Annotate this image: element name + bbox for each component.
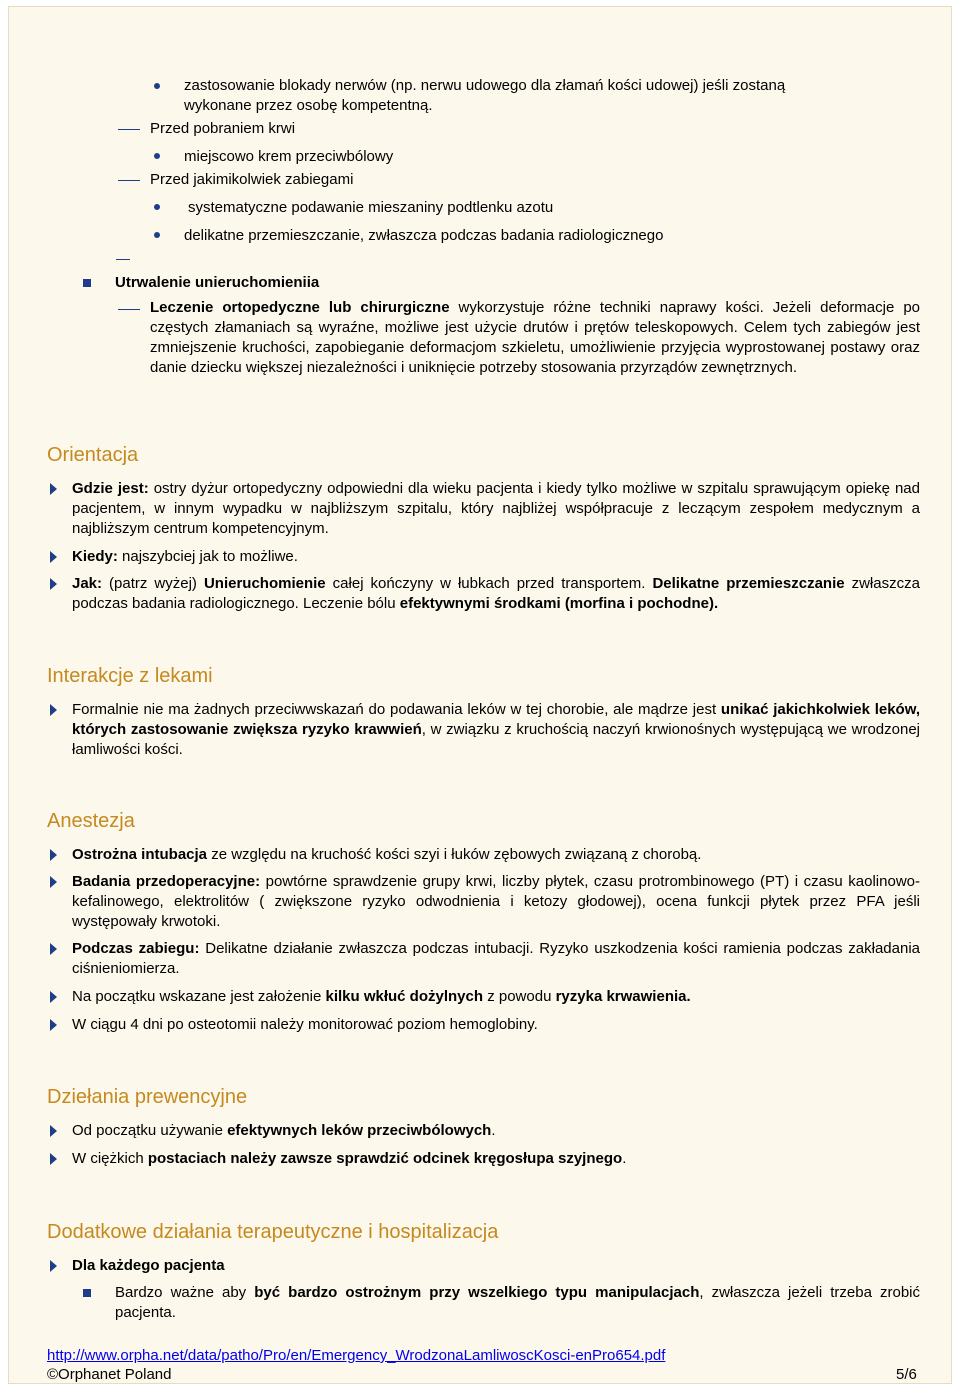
bullet-dot-icon [154,232,160,238]
arrow-bullet-icon [50,991,57,1003]
anesthesia-during: Podczas zabiegu: Delikatne działanie zwłaszcza podczas intubacji. Ryzyko uszkodzenia kości ramienia podczas zakładania ciśnieniomierza. [72,940,920,977]
blood-draw-heading: Przed pobraniem krwi [150,120,296,137]
footer-copyright: ©Orphanet Poland [47,1366,172,1383]
prevention-cervical-spine: W ciężkich postaciach należy zawsze sprawdzić odcinek kręgosłupa szyjnego. [72,1150,627,1167]
immobilization-heading: Utrwalenie unieruchomieniia [115,274,320,291]
dash-bullet-icon [118,180,140,181]
dash-bullet-icon [116,259,130,260]
square-bullet-icon [83,1289,91,1297]
arrow-bullet-icon [50,483,57,495]
additional-careful-handling: Bardzo ważne aby być bardzo ostrożnym przy wszelkiego typu manipulacjach, zwłaszcza jeżeli trzeba zrobić pacjenta. [115,1284,920,1321]
arrow-bullet-icon [50,1153,57,1165]
arrow-bullet-icon [50,849,57,861]
procedure-heading: Przed jakimikolwiek zabiegami [150,171,354,188]
arrow-bullet-icon [50,1125,57,1137]
arrow-bullet-icon [50,876,57,888]
arrow-bullet-icon [50,578,57,590]
procedure-item-nitrous: systematyczne podawanie mieszaniny podtlenku azotu [188,199,554,216]
section-title-anesthesia: Anestezja [47,810,135,832]
arrow-bullet-icon [50,943,57,955]
anesthesia-intubation: Ostrożna intubacja ze względu na kruchość kości szyi i łuków zębowych związaną z chorobą. [72,846,702,863]
anesthesia-hemoglobin: W ciągu 4 dni po osteotomii należy monitorować poziom hemoglobiny. [72,1016,538,1033]
dash-bullet-icon [118,309,140,310]
immobilization-text: Leczenie ortopedyczne lub chirurgiczne wykorzystuje różne techniki naprawy kości. Jeżeli deformacje po częstych złamaniach są wyraźne, możliwe jest użycie drutów i prętów teleskopowych. Celem tych zabiegów jest zmniejszenie kruchości, zapobieganie deformacjom szkieletu, umożliwienie przyjęcia wyprostowanej postawy oraz danie dziecku większej niezależności i uniknięcie potrzeby stosowania przyrządów zewnętrznych. [150,299,920,376]
footer-url-link[interactable]: http://www.orpha.net/data/patho/Pro/en/Emergency_WrodzonaLamliwoscKosci-enPro654.pdf [47,1347,666,1364]
section-title-orientation: Orientacja [47,444,139,466]
section-title-prevention: Dziełania prewencyjne [47,1086,248,1108]
interactions-text: Formalnie nie ma żadnych przeciwwskazań do podawania leków w tej chorobie, ale mądrze jest unikać jakichkolwiek leków, których zastosowanie zwiększa ryzyko krawwień, w związku z kruchością naczyń krwionośnych występującą we wrodzonej łamliwości kości. [72,701,920,758]
anesthesia-preop: Badania przedoperacyjne: powtórne sprawdzenie grupy krwi, liczby płytek, czasu protrombinowego (PT) i czasu kaolinowo-kefalinowego, elektrolitów ( zwiększone ryzyko odwodnienia i ketozy głodowej), ocena funkcji płytek przez PFA jeśli występowały krwotoki. [72,873,920,930]
orientation-where: Gdzie jest: ostry dyżur ortopedyczny odpowiedni dla wieku pacjenta i kiedy tylko możliwe w szpitalu sprawującym opiekę nad pacjentem, w innym wypadku w najbliższym szpitalu, który najbliżej współpracuje z leczącym zespołem medycznym a najbliższym centrum kompetencyjnym. [72,480,920,537]
section-title-interactions: Interakcje z lekami [47,665,213,687]
arrow-bullet-icon [50,704,57,716]
square-bullet-icon [83,279,91,287]
bullet-dot-icon [154,204,160,210]
procedure-item-gentle: delikatne przemieszczanie, zwłaszcza podczas badania radiologicznego [184,227,664,244]
blood-draw-item: miejscowo krem przeciwbólowy [184,148,394,165]
arrow-bullet-icon [50,551,57,563]
nerve-block-text: zastosowanie blokady nerwów (np. nerwu udowego dla złamań kości udowej) jeśli zostaną wykonane przez osobę kompetentną. [184,77,786,114]
anesthesia-iv-access: Na początku wskazane jest założenie kilku wkłuć dożylnych z powodu ryzyka krwawienia. [72,988,691,1005]
bullet-dot-icon [154,83,160,89]
dash-bullet-icon [118,129,140,130]
arrow-bullet-icon [50,1260,57,1272]
footer-page-number: 5/6 [896,1366,917,1383]
section-title-additional: Dodatkowe działania terapeutyczne i hospitalizacja [47,1221,499,1243]
orientation-when: Kiedy: najszybciej jak to możliwe. [72,548,298,565]
bullet-dot-icon [154,153,160,159]
prevention-analgesics: Od początku używanie efektywnych leków przeciwbólowych. [72,1122,496,1139]
arrow-bullet-icon [50,1019,57,1031]
additional-each-patient: Dla każdego pacjenta [72,1257,225,1274]
orientation-how: Jak: (patrz wyżej) Unieruchomienie całej kończyny w łubkach przed transportem. Delikatne przemieszczanie zwłaszcza podczas badania radiologicznego. Leczenie bólu efektywnymi środkami (morfina i pochodne). [72,575,920,612]
